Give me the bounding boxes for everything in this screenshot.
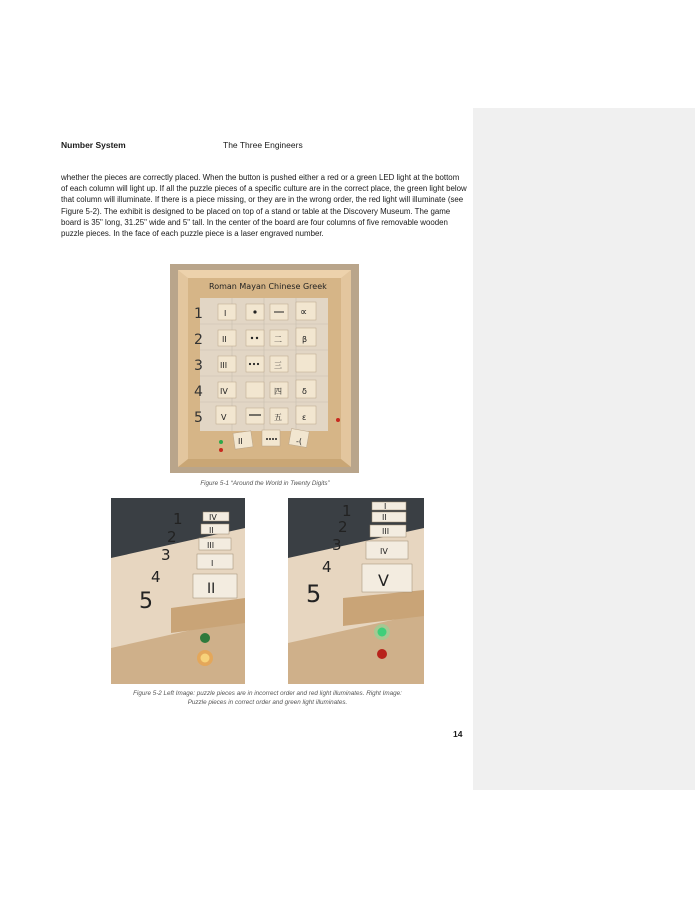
comment-pane <box>473 108 695 790</box>
svg-text:II: II <box>207 581 216 597</box>
svg-text:II: II <box>238 437 243 446</box>
fig1-row-number: 5 <box>194 410 203 426</box>
svg-text:III: III <box>207 541 215 550</box>
figure-5-2-caption-line2: Puzzle pieces in correct order and green light illuminates. <box>187 699 348 706</box>
fig1-row-number: 4 <box>194 384 203 400</box>
red-led <box>377 649 387 659</box>
fig2-left-number: 2 <box>167 528 177 546</box>
svg-text:I: I <box>384 502 387 511</box>
svg-text:IV: IV <box>220 387 228 396</box>
svg-text:四: 四 <box>274 387 282 396</box>
lit-red-led <box>201 654 210 663</box>
header-left: Number System <box>61 140 126 150</box>
board-title: Roman Mayan Chinese Greek <box>209 282 327 291</box>
svg-text:II: II <box>209 526 214 535</box>
figure-5-1-photo <box>170 264 359 473</box>
fig1-row-number: 2 <box>194 332 203 348</box>
svg-text:五: 五 <box>274 413 282 422</box>
body-paragraph: whether the pieces are correctly placed. When the button is pushed either a red or a green LED light at the bottom of each column will light up. If all the puzzle pieces of a specific culture are in the correct place, the green light below that column will illuminate. If there is a piece missing, or they are in the wrong order, the red light will illuminate (see Figure 5-2). The exhibit is designed to be placed on top of a stand or table at the Discovery Museum. The game board is 35" long, 31.25" wide and 5" tall. In the center of the board are four columns of five removable wooden puzzle pieces. In the face of each puzzle piece is a laser engraved number. <box>61 173 467 239</box>
figure-5-2-left-photo <box>111 498 245 684</box>
green-led <box>219 440 223 444</box>
fig2-right-number: 5 <box>306 580 322 608</box>
fig2-right-number: 3 <box>332 536 342 554</box>
svg-text:δ: δ <box>302 387 307 396</box>
fig2-right-number: 4 <box>322 558 332 576</box>
fig2-left-number: 4 <box>151 568 161 586</box>
svg-text:I: I <box>224 309 227 318</box>
header-right: The Three Engineers <box>223 140 303 150</box>
red-led <box>336 418 340 422</box>
svg-text:V: V <box>378 571 389 590</box>
svg-text:∝: ∝ <box>300 307 308 318</box>
svg-text:三: 三 <box>274 361 282 370</box>
fig2-left-number: 1 <box>173 510 183 528</box>
svg-text:-(: -( <box>296 437 303 446</box>
svg-text:III: III <box>220 361 228 370</box>
fig1-row-number: 1 <box>194 306 203 322</box>
fig2-left-number: 5 <box>139 589 153 614</box>
lit-green-led <box>378 628 387 637</box>
figure-5-1-caption: Figure 5-1 “Around the World in Twenty Digits” <box>200 480 330 487</box>
svg-text:V: V <box>221 413 227 422</box>
figure-5-2-right-photo <box>288 498 424 684</box>
fig2-right-number: 1 <box>342 502 352 520</box>
svg-text:β: β <box>302 335 308 344</box>
svg-text:I: I <box>211 559 214 568</box>
svg-text:IV: IV <box>380 547 388 556</box>
green-led <box>200 633 210 643</box>
svg-text:II: II <box>222 335 227 344</box>
fig1-row-number: 3 <box>194 358 203 374</box>
svg-text:IV: IV <box>209 513 217 522</box>
svg-text:ε: ε <box>302 413 307 422</box>
red-led <box>219 448 223 452</box>
svg-text:III: III <box>382 527 390 536</box>
fig2-right-number: 2 <box>338 518 348 536</box>
page-number: 14 <box>453 729 463 739</box>
fig2-left-number: 3 <box>161 546 171 564</box>
svg-text:II: II <box>382 513 387 522</box>
svg-text:二: 二 <box>274 335 282 344</box>
figure-5-2-caption-line1: Figure 5-2 Left Image: puzzle pieces are in incorrect order and red light illuminates. Right Image: <box>133 690 402 697</box>
